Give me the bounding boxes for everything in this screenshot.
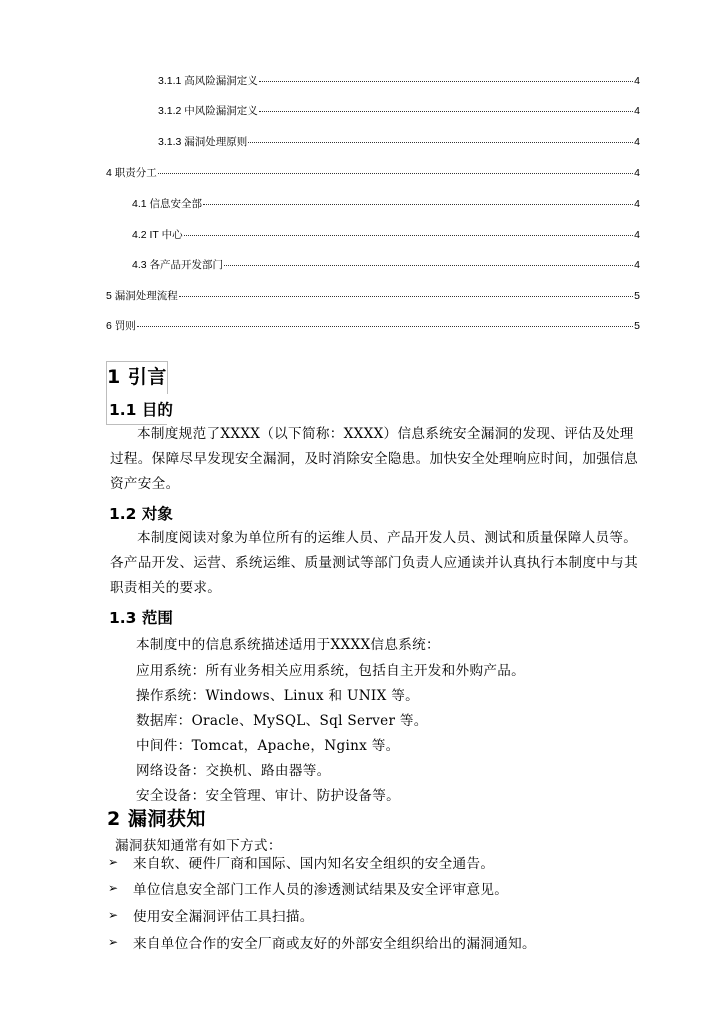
- toc-entry-text: 6 罚则: [106, 320, 136, 332]
- subsection-heading: 1.1 目的: [109, 401, 173, 419]
- list-item: [108, 932, 536, 952]
- scope-line: 安全设备：安全管理、审计、防护设备等。: [136, 788, 400, 804]
- scope-line: 操作系统：Windows、Linux 和 UNIX 等。: [136, 688, 419, 704]
- toc-entry-text: 3.1.1 高风险漏洞定义: [158, 75, 258, 87]
- list-item: [108, 905, 314, 925]
- scope-line: 本制度中的信息系统描述适用于XXXX信息系统：: [136, 637, 440, 653]
- toc-entry[interactable]: [132, 227, 640, 242]
- list-item-text: 单位信息安全部门工作人员的渗透测试结果及安全评审意见。: [133, 882, 509, 898]
- section-heading: 1 引言: [107, 366, 167, 388]
- toc-entry-text: 5 漏洞处理流程: [106, 290, 178, 302]
- paragraph: 本制度规范了XXXX（以下简称：XXXX）信息系统安全漏洞的发现、评估及处理过程。保障尽早发现安全漏洞，及时消除安全隐患。加快安全处理响应时间，加强信息资产安全。: [110, 426, 638, 492]
- toc-entry[interactable]: [132, 196, 640, 211]
- toc-entry[interactable]: [106, 318, 640, 333]
- toc-page-number: 5: [634, 290, 640, 302]
- toc-page-number: 4: [634, 198, 640, 210]
- scope-line: 中间件：Tomcat，Apache，Nginx 等。: [136, 738, 400, 754]
- arrow-bullet-icon: ➢: [108, 935, 119, 949]
- toc-page-number: 4: [634, 167, 640, 179]
- intro-line: 漏洞获知通常有如下方式：: [115, 838, 282, 854]
- toc-page-number: 4: [634, 136, 640, 148]
- arrow-bullet-icon: ➢: [108, 908, 119, 922]
- toc-entry[interactable]: [106, 165, 640, 180]
- toc-leader: [248, 141, 633, 143]
- toc-leader: [184, 234, 634, 236]
- toc-entry[interactable]: [106, 288, 640, 303]
- toc-entry[interactable]: [158, 73, 640, 88]
- toc-leader: [137, 325, 633, 327]
- list-item: [108, 852, 494, 872]
- toc-leader: [179, 295, 633, 297]
- toc-page-number: 4: [634, 105, 640, 117]
- scope-line: 应用系统：所有业务相关应用系统，包括自主开发和外购产品。: [136, 663, 526, 679]
- toc-entry-text: 4 职责分工: [106, 167, 157, 179]
- toc-page-number: 4: [634, 75, 640, 87]
- toc-entry[interactable]: [158, 134, 640, 149]
- toc-page-number: 5: [634, 320, 640, 332]
- arrow-bullet-icon: ➢: [108, 881, 119, 895]
- paragraph: 本制度阅读对象为单位所有的运维人员、产品开发人员、测试和质量保障人员等。各产品开发、运营、系统运维、质量测试等部门负责人应通读并认真执行本制度中与其职责相关的要求。: [110, 530, 638, 596]
- toc-page-number: 4: [634, 229, 640, 241]
- toc-entry-text: 4.2 IT 中心: [132, 229, 183, 241]
- scope-line: 网络设备：交换机、路由器等。: [136, 763, 331, 779]
- list-item: [108, 878, 508, 898]
- list-item-text: 使用安全漏洞评估工具扫描。: [133, 909, 314, 925]
- toc-leader: [259, 80, 633, 82]
- subsection-heading: 1.2 对象: [109, 505, 173, 523]
- list-item-text: 来自单位合作的安全厂商或友好的外部安全组织给出的漏洞通知。: [133, 936, 536, 952]
- arrow-bullet-icon: ➢: [108, 855, 119, 869]
- toc-leader: [158, 172, 633, 174]
- toc-page-number: 4: [634, 259, 640, 271]
- toc-entry-text: 3.1.3 漏洞处理原则: [158, 136, 248, 148]
- toc-entry[interactable]: [132, 257, 640, 272]
- scope-line: 数据库：Oracle、MySQL、Sql Server 等。: [136, 713, 428, 729]
- toc-entry[interactable]: [158, 103, 640, 118]
- list-item-text: 来自软、硬件厂商和国际、国内知名安全组织的安全通告。: [133, 856, 495, 872]
- toc-leader: [224, 264, 633, 266]
- toc-entry-text: 4.3 各产品开发部门: [132, 259, 224, 271]
- toc-entry-text: 4.1 信息安全部: [132, 198, 203, 210]
- toc-leader: [259, 110, 633, 112]
- toc-entry-text: 3.1.2 中风险漏洞定义: [158, 105, 258, 117]
- subsection-heading: 1.3 范围: [109, 609, 173, 627]
- section-heading: 2 漏洞获知: [107, 808, 206, 830]
- toc-leader: [203, 203, 633, 205]
